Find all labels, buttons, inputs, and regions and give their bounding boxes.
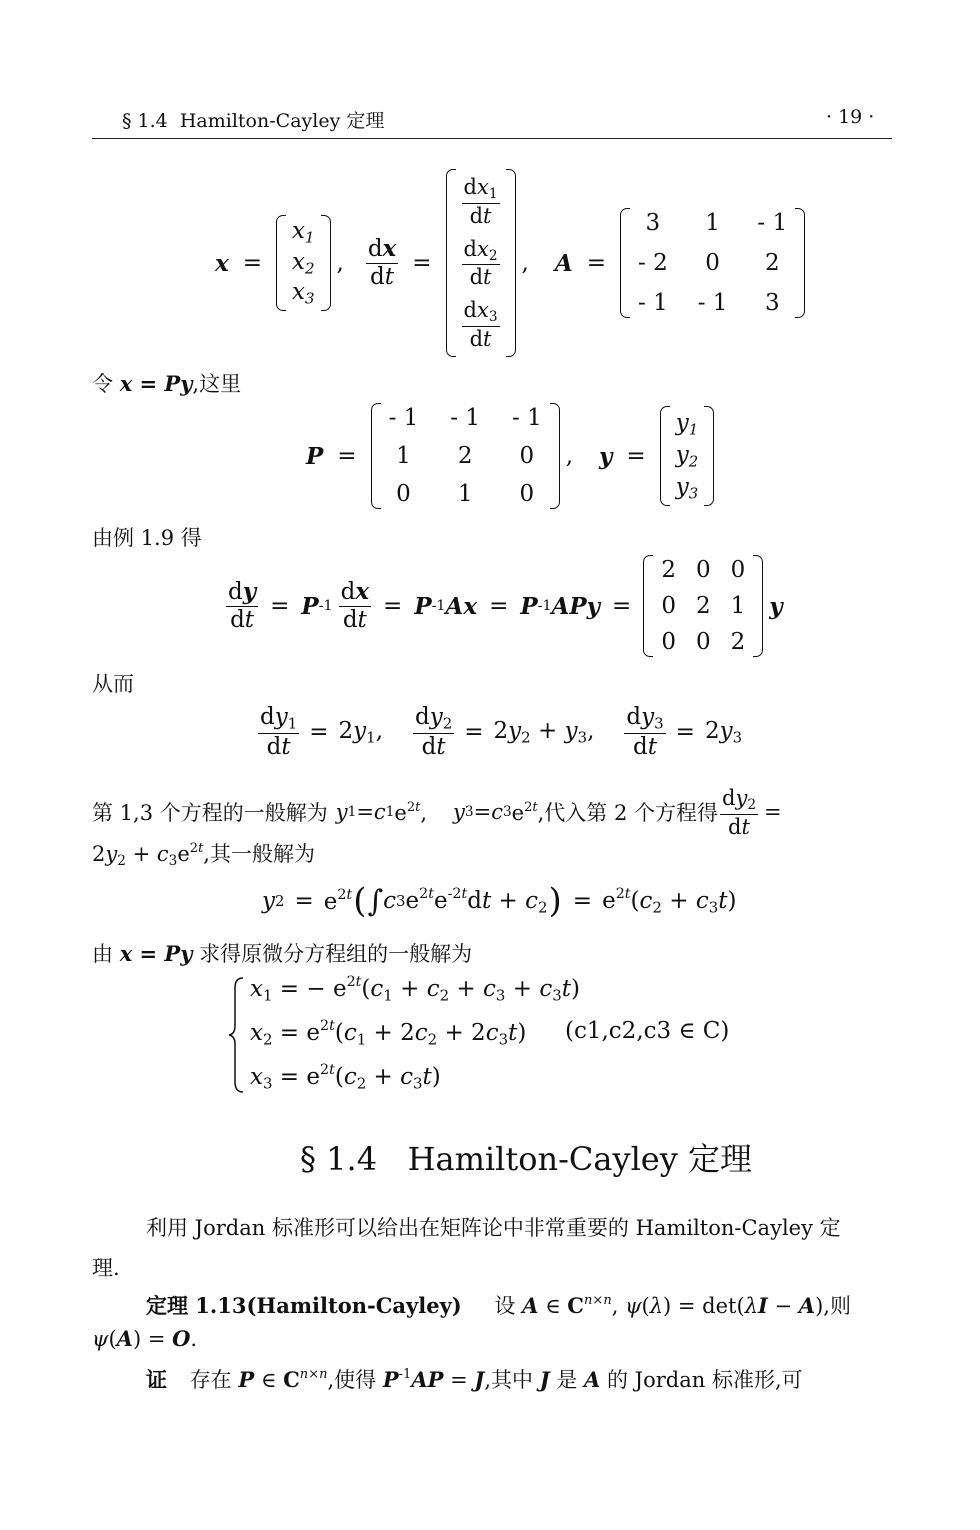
proof-line: 证 存在 P ∈ $C^{n\times n}$,使得 $P^{-1}AP = J$,其中 J 是 A 的 Jordan 标准形,可 — [146, 1366, 803, 1392]
paragraph-intro-2: 理. — [92, 1256, 120, 1280]
section-heading: § 1.4 Hamilton-Cayley 定理 — [300, 1140, 752, 1178]
running-header-title: Hamilton-Cayley 定理 — [179, 110, 385, 132]
equation-final-x3: $x_3 = e^{2t}(c_2 + c_3t)$ — [250, 1062, 441, 1093]
equation-condition: (c1,c2,c3 ∈ C) — [565, 1018, 730, 1044]
paragraph-intro-1: 利用 Jordan 标准形可以给出在矩阵论中非常重要的 Hamilton-Cayley 定 — [146, 1216, 841, 1240]
running-header-section: § 1.4 Hamilton-Cayley 定理 — [122, 110, 385, 132]
equation-system-y: $\frac{dy_1}{dt}$ = $2y_1$, $\frac{dy_2}{dt}$ = $2y_2 + y_3$, $\frac{dy_3}{dt}$ = $2y_3$ — [260, 703, 743, 760]
theorem-label: 定理 1.13(Hamilton-Cayley) — [146, 1293, 462, 1318]
equation-final-x2: $x_2 = e^{2t}(c_1 + 2c_2 + 2c_3t)$ — [250, 1018, 527, 1049]
equation-P-y: P = - 1 - 1 - 1 1 2 0 0 1 0 , y = $y_1$ $y_2$ $y_3$ — [306, 404, 714, 508]
var-y: y — [599, 442, 613, 470]
equation-y2: y 2 = $e^{2t}$ ( ∫ c 3 $e^{2t}e^{-2t}dt + c_2$ ) = $e^{2t}(c_2 + c_3t)$ — [262, 881, 737, 921]
proof-label: 证 — [146, 1367, 167, 1392]
derivative-dx-dt: $\frac{dx}{dt}$ — [367, 235, 397, 290]
vector-x: $x_1$ $x_2$ $x_3$ — [276, 215, 331, 311]
section-heading-title: Hamilton-Cayley 定理 — [407, 1140, 752, 1178]
header-rule — [92, 138, 892, 139]
equation-final-x1: $x_1$ = − $e^{2t}(c_1 + c_2 + c_3 + c_3t)$ — [250, 974, 580, 1005]
text-thus: 从而 — [92, 672, 134, 696]
text-example: 由例 1.9 得 — [92, 526, 202, 550]
equation-dy-dt: $\frac{dy}{dt}$ = P -1 $\frac{dx}{dt}$ = P -1 Ax = P -1 APy = 2 0 0 0 2 1 0 0 2 y — [228, 557, 783, 655]
var-P: P — [306, 442, 324, 470]
matrix-P: - 1 - 1 - 1 1 2 0 0 1 0 — [371, 403, 560, 509]
page-number: · 19 · — [826, 106, 875, 128]
theorem-conclusion: ψ(A) = O. — [92, 1326, 198, 1351]
text-from-x-Py: 由 x = Py 求得原微分方程组的一般解为 — [92, 941, 473, 966]
var-A: A — [554, 249, 573, 277]
vector-y: $y_1$ $y_2$ $y_3$ — [660, 406, 715, 506]
theorem-1-13: 定理 1.13(Hamilton-Cayley) 设 A ∈ $C^{n\times n}$, ψ(λ) = det(λI − A),则 — [146, 1292, 851, 1318]
system-brace — [228, 976, 246, 1094]
text-general-solution-2: $2y_2 + c_3e^{2t}$,其一般解为 — [92, 840, 315, 870]
matrix-A: 3 1 - 1 - 2 0 2 - 1 - 1 3 — [620, 208, 805, 318]
text-let: 令 x = Py,这里 — [92, 371, 242, 396]
text-general-solution: 第 1,3 个方程的一般解为 y 1 = c 1 $e^{2t}$, y 3 = c 3 $e^{2t}$ ,代入第 2 个方程得 $\frac{dy_2}{dt}$ = — [92, 786, 782, 839]
var-x: x — [215, 249, 229, 277]
equation-vectors-x-A: x = $x_1$ $x_2$ $x_3$ , $\frac{dx}{dt}$ = $\frac{dx_1}{dt}$ $\frac{dx_2}{dt}$ $\frac{dx_3}{dt}$ , A = 3 1 - 1 - 2 0 2 - 1 - 1 3 — [215, 168, 805, 358]
matrix-jordan: 2 0 0 0 2 1 0 0 2 — [643, 555, 763, 657]
vector-dx-dt: $\frac{dx_1}{dt}$ $\frac{dx_2}{dt}$ $\frac{dx_3}{dt}$ — [446, 169, 516, 357]
